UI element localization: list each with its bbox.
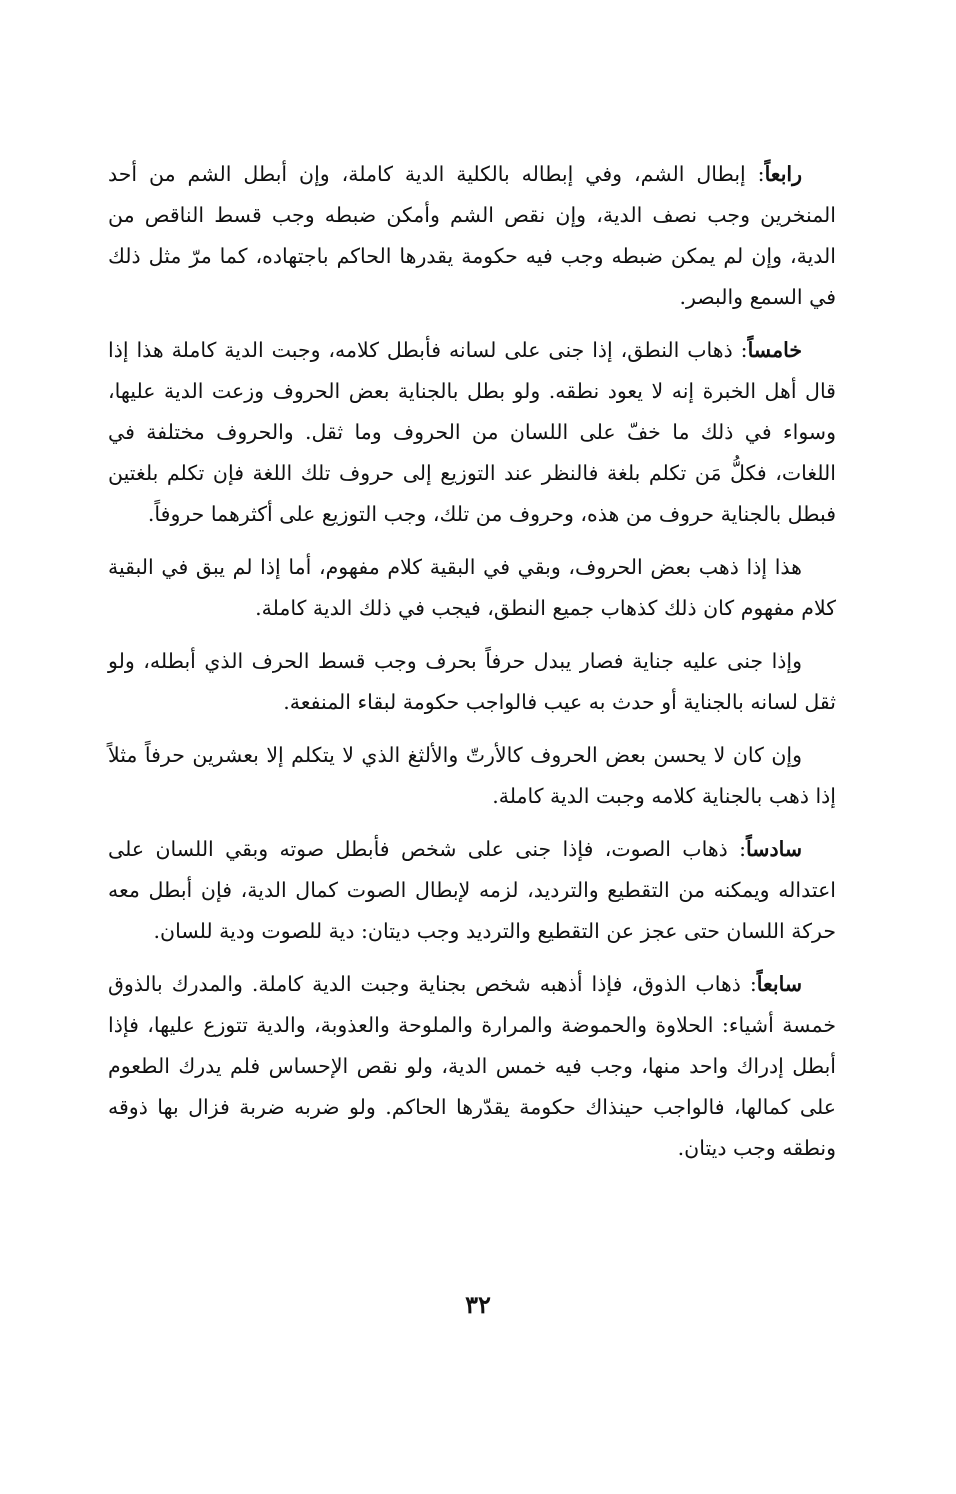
paragraph-text: وإذا جنى عليه جناية فصار يبدل حرفاً بحرف وجب قسط الحرف الذي أبطله، ولو ثقل لسانه بالجناية أو حدث به عيب فالواجب حكومة لبقاء المنفعة. [108, 649, 836, 714]
paragraph-taste [108, 964, 836, 1169]
paragraph-partial-letters [108, 547, 836, 629]
paragraph-lead: خامساً [747, 338, 802, 362]
paragraph-speech [108, 330, 836, 535]
paragraph-text: : ذهاب الصوت، فإذا جنى على شخص فأبطل صوته وبقي اللسان على اعتداله ويمكنه من التقطيع والترديد، لزمه لإبطال الصوت كمال الدية، فإن أبطل معه حركة اللسان حتى عجز عن التقطيع والترديد وجب ديتان: دية للصوت ودية للسان. [108, 837, 836, 943]
page-number: ٣٢ [465, 1290, 491, 1319]
paragraph-voice [108, 829, 836, 952]
paragraph-lead: سادساً [746, 837, 802, 861]
paragraph-text: : ذهاب الذوق، فإذا أذهبه شخص بجناية وجبت الدية كاملة. والمدرك بالذوق خمسة أشياء: الحلاوة والحموضة والمرارة والملوحة والعذوبة، والدية تتوزع عليها، فإذا أبطل إدراك واحد منها، وجب فيه خمس الدية، ولو نقص الإحساس فلم يدرك الطعوم على كمالها، فالواجب حينذاك حكومة يقدّرها الحاكم. ولو ضربه ضربة فزال بها ذوقه ونطقه وجب ديتان. [108, 972, 836, 1160]
paragraph-text: : إبطال الشم، وفي إبطاله بالكلية الدية كاملة، وإن أبطل الشم من أحد المنخرين وجب نصف الدية، وإن نقص الشم وأمكن ضبطه وجب قسط الناقص من الدية، وإن لم يمكن ضبطه وجب فيه حكومة يقدرها الحاكم باجتهاده، كما مرّ مثل ذلك في السمع والبصر. [108, 162, 836, 309]
page-body [108, 154, 836, 1181]
paragraph-text: وإن كان لا يحسن بعض الحروف كالأرتّ والألثغ الذي لا يتكلم إلا بعشرين حرفاً مثلاً إذا ذهب بالجناية كلامه وجبت الدية كاملة. [108, 743, 836, 808]
paragraph-speech-impediment [108, 735, 836, 817]
paragraph-lead: رابعاً [764, 162, 802, 186]
paragraph-smell [108, 154, 836, 318]
paragraph-lead: سابعاً [756, 972, 803, 996]
paragraph-text: : ذهاب النطق، إذا جنى على لسانه فأبطل كلامه، وجبت الدية كاملة هذا إذا قال أهل الخبرة إنه لا يعود نطقه. ولو بطل بالجناية بعض الحروف وزعت الدية عليها، وسواء في ذلك ما خفّ على اللسان من الحروف وما ثقل. والحروف مختلفة في اللغات، فكلُّ مَن تكلم بلغة فالنظر عند التوزيع إلى حروف تلك اللغة فإن تكلم بلغتين فبطل بالجناية حروف من هذه، وحروف من تلك، وجب التوزيع على أكثرهما حروفاً. [108, 338, 836, 526]
paragraph-letter-substitution [108, 641, 836, 723]
paragraph-text: هذا إذا ذهب بعض الحروف، وبقي في البقية كلام مفهوم، أما إذا لم يبق في البقية كلام مفهوم كان ذلك كذهاب جميع النطق، فيجب في ذلك الدية كاملة. [108, 555, 836, 620]
